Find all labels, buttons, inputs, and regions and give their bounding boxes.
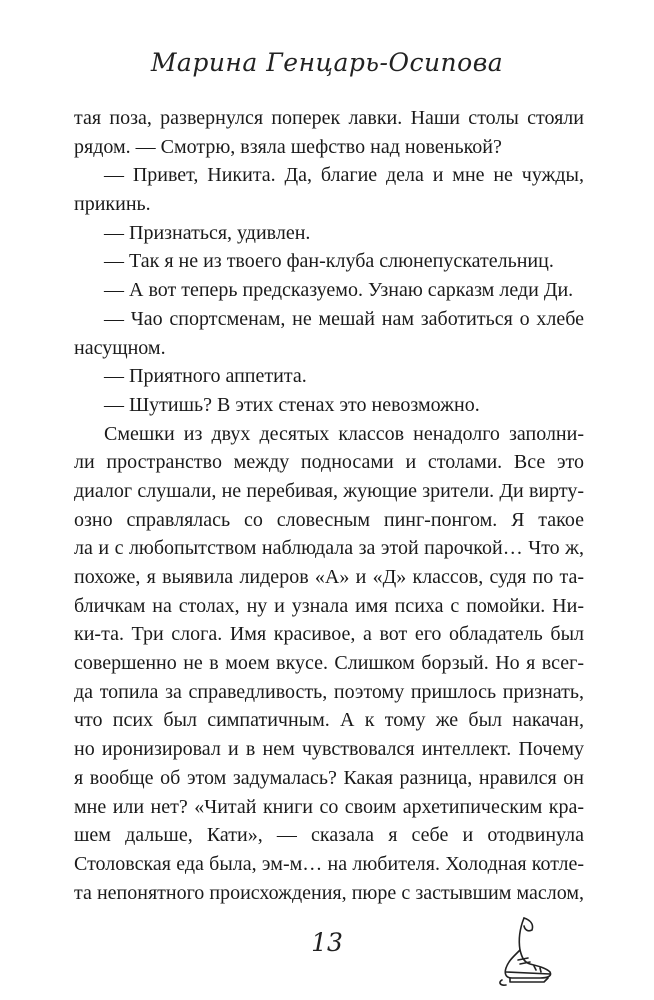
text-line: диалог слушали, не перебивая, жующие зрители. Ди вирту- — [74, 479, 584, 502]
text-line: насущном. — [74, 336, 166, 359]
text-line: — Так я не из твоего фан-клуба слюнепускательниц. — [104, 250, 554, 273]
text-line: — Привет, Никита. Да, благие дела и мне не чужды, — [104, 164, 584, 187]
text-line: бличкам на столах, ну и узнала имя психа с помойки. Ни- — [74, 594, 584, 617]
running-head: Марина Генцарь-Осипова — [150, 48, 504, 77]
text-line: — Чао спортсменам, не мешай нам заботиться о хлебе — [104, 307, 584, 330]
text-line: я вообще об этом задумалась? Какая разница, нравился он — [74, 766, 584, 789]
text-line: похоже, я выявила лидеров «А» и «Д» классов, судя по та- — [74, 566, 584, 588]
text-line: — Признаться, удивлен. — [104, 221, 311, 244]
text-line: — А вот теперь предсказуемо. Узнаю сарказм леди Ди. — [104, 279, 574, 302]
sneaker-shoe-icon — [494, 908, 562, 988]
page-number: 13 — [311, 928, 343, 957]
text-line: совершенно не в моем вкусе. Слишком борзый. Но я всег- — [74, 652, 584, 675]
text-line: ла и с любопытством наблюдала за этой парочкой… Что ж, — [74, 537, 584, 560]
text-line: да топила за справедливость, поэтому пришлось признать, — [74, 680, 584, 703]
text-line: ли пространство между подносами и столами. Все это — [74, 451, 584, 474]
text-line: — Приятного аппетита. — [104, 365, 307, 388]
text-line: ки-та. Три слога. Имя красивое, а вот его обладатель был — [74, 623, 584, 646]
text-line: что псих был симпатичным. А к тому же был накачан, — [74, 709, 584, 732]
text-line: прикинь. — [74, 193, 151, 216]
text-line: озно справлялась со словесным пинг-понгом. Я такое — [74, 508, 584, 531]
text-line: Смешки из двух десятых классов ненадолго заполни- — [104, 422, 584, 445]
text-line: — Шутишь? В этих стенах это невозможно. — [104, 393, 480, 416]
text-line: рядом. — Смотрю, взяла шефство над новенькой? — [74, 135, 502, 158]
text-line: шем дальше, Кати», — сказала я себе и отодвинула — [74, 824, 584, 847]
text-line: та непонятного происхождения, пюре с застывшим маслом, — [74, 881, 584, 904]
text-line: но иронизировал и в нем чувствовался интеллект. Почему — [74, 738, 584, 761]
text-line: тая поза, развернулся поперек лавки. Наши столы стояли — [74, 107, 584, 129]
body-text — [74, 104, 584, 907]
text-line: мне или нет? «Читай книги со своим архетипическим кра- — [74, 795, 584, 818]
text-line: Столовская еда была, эм-м… на любителя. Холодная котле- — [74, 852, 584, 875]
